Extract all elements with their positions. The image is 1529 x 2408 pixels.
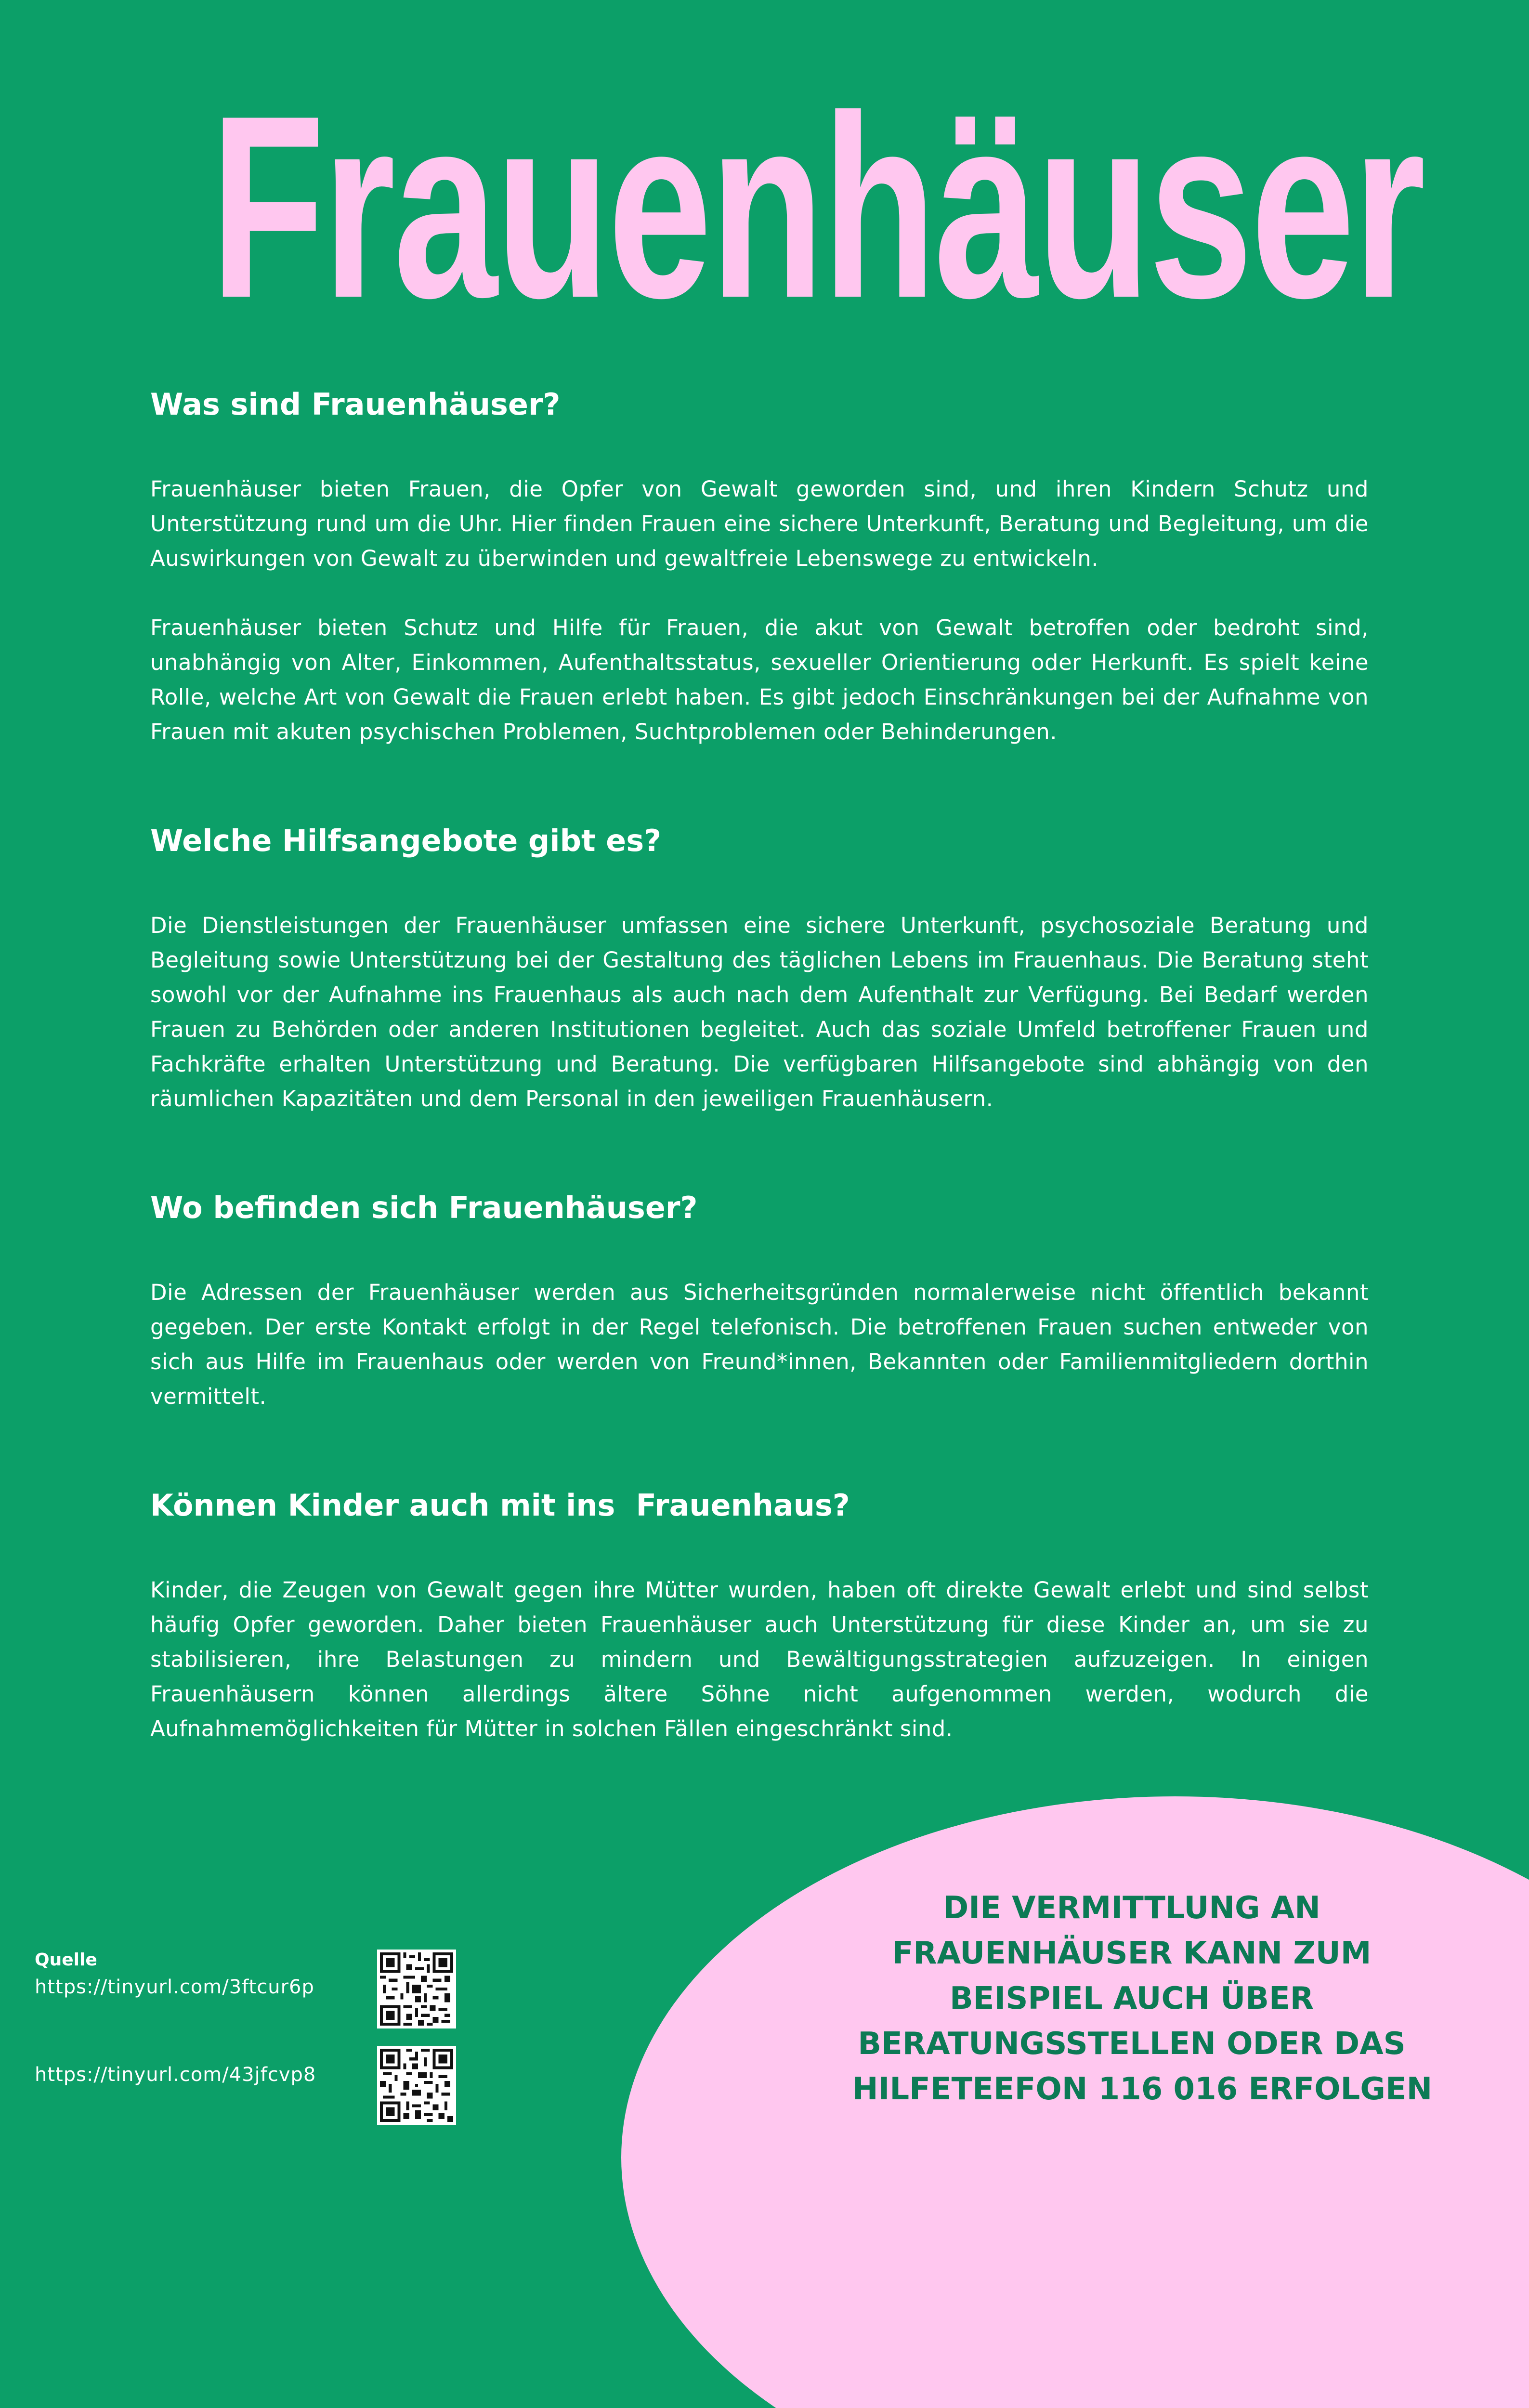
callout-line: FRAUENHÄUSER KANN ZUM [892, 1936, 1372, 1971]
section-paragraph: Frauenhäuser bieten Schutz und Hilfe für Frauen, die akut von Gewalt betroffen oder bedroht sind, unabhängig von Alter, Einkommen, Aufenthaltsstatus, sexueller Orientierung oder Herkunft. Es spielt keine Rolle, welche Art von Gewalt die Frauen erlebt haben. Es gibt jedoch Einschränkungen bei der Aufnahme von Frauen mit akuten psychischen Problemen, Suchtproblemen oder Behinderungen. [150, 615, 1369, 745]
source-link[interactable]: https://tinyurl.com/43jfcvp8 [35, 2064, 316, 2086]
section-heading: Wo befinden sich Frauenhäuser? [150, 1190, 698, 1225]
section-heading: Können Kinder auch mit ins Frauenhaus? [150, 1488, 850, 1523]
callout-line: HILFETEEFON 116 016 ERFOLGEN [852, 2071, 1433, 2107]
section-children [150, 1486, 1369, 1746]
callout-line: BEISPIEL AUCH ÜBER [950, 1981, 1314, 2016]
section-help-offers [150, 822, 1369, 1116]
section-locations [150, 1189, 1369, 1414]
qr-code-icon[interactable] [377, 1950, 456, 2028]
qr-code-icon[interactable] [377, 2046, 456, 2125]
source-label: Quelle [35, 1950, 97, 1970]
section-heading: Was sind Frauenhäuser? [150, 387, 561, 422]
source-link[interactable]: https://tinyurl.com/3ftcur6p [35, 1976, 314, 1998]
poster-title: Frauenhäuser [210, 62, 1424, 352]
callout-text [852, 1885, 1433, 2112]
section-paragraph: Frauenhäuser bieten Frauen, die Opfer von Gewalt geworden sind, und ihren Kindern Schutz und Unterstützung rund um die Uhr. Hier finden Frauen eine sichere Unterkunft, Beratung und Begleitung, um die Auswirkungen von Gewalt zu überwinden und gewaltfreie Lebenswege zu entwickeln. [150, 476, 1369, 571]
section-heading: Welche Hilfsangebote gibt es? [150, 823, 662, 858]
section-paragraph: Kinder, die Zeugen von Gewalt gegen ihre Mütter wurden, haben oft direkte Gewalt erlebt und sind selbst häufig Opfer geworden. Daher bieten Frauenhäuser auch Unterstützung für diese Kinder an, um sie zu stabilisieren, ihre Belastungen zu mindern und Bewältigungsstrategien aufzuzeigen. In einigen Frauenhäusern können allerdings ältere Söhne nicht aufgenommen werden, wodurch die Aufnahmemöglichkeiten für Mütter in solchen Fällen eingeschränkt sind. [150, 1577, 1369, 1741]
section-paragraph: Die Adressen der Frauenhäuser werden aus Sicherheitsgründen normalerweise nicht öffentlich bekannt gegeben. Der erste Kontakt erfolgt in der Regel telefonisch. Die betroffenen Frauen suchen entweder von sich aus Hilfe im Frauenhaus oder werden von Freund*innen, Bekannten oder Familienmitgliedern dorthin vermittelt. [150, 1280, 1369, 1409]
callout-line: BERATUNGSSTELLEN ODER DAS [858, 2026, 1406, 2062]
content-area [150, 385, 1369, 1819]
section-what-are [150, 385, 1369, 749]
section-paragraph: Die Dienstleistungen der Frauenhäuser umfassen eine sichere Unterkunft, psychosoziale Beratung und Begleitung sowie Unterstützung bei der Gestaltung des täglichen Lebens im Frauenhaus. Die Beratung steht sowohl vor der Aufnahme ins Frauenhaus als auch nach dem Aufenthalt zur Verfügung. Bei Bedarf werden Frauen zu Behörden oder anderen Institutionen begleitet. Auch das soziale Umfeld betroffener Frauen und Fachkräfte erhalten Unterstützung und Beratung. Die verfügbaren Hilfsangebote sind abhängig von den räumlichen Kapazitäten und dem Personal in den jeweiligen Frauenhäusern. [150, 913, 1369, 1112]
callout-line: DIE VERMITTLUNG AN [943, 1890, 1320, 1926]
